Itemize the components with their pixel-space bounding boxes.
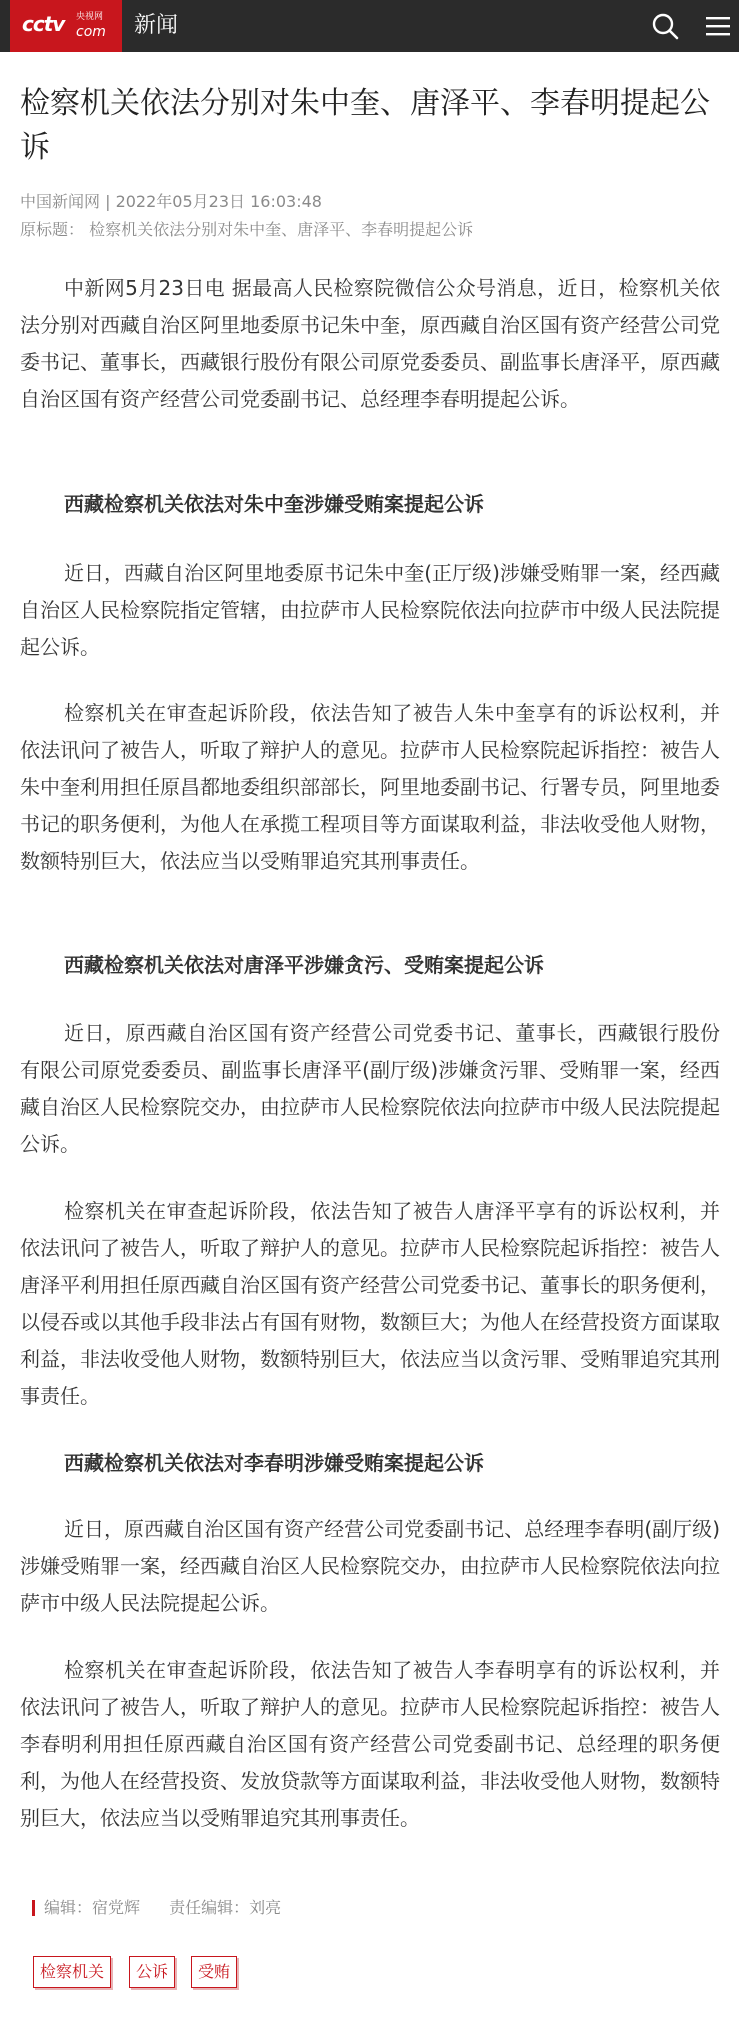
editor-credits	[44, 1895, 305, 1921]
section-heading-3: 西藏检察机关依法对李春明涉嫌受贿案提起公诉	[64, 1451, 484, 1475]
article-paragraph-7: 检察机关在审查起诉阶段，依法告知了被告人李春明享有的诉讼权利，并依法讯问了被告人，听取了辩护人的意见。拉萨市人民检察院起诉指控：被告人李春明利用担任原西藏自治区国有资产经营公司党委副书记、总经理的职务便利，为他人在经营投资、发放贷款等方面谋取利益，非法收受他人财物，数额特别巨大，依法应当以受贿罪追究其刑事责任。	[20, 1658, 720, 1830]
article-paragraph-1: 中新网5月23日电 据最高人民检察院微信公众号消息，近日，检察机关依法分别对西藏自治区阿里地委原书记朱中奎，原西藏自治区国有资产经营公司党委书记、董事长，西藏银行股份有限公司原党委委员、副监事长唐泽平，原西藏自治区国有资产经营公司党委副书记、总经理李春明提起公诉。	[20, 276, 720, 411]
article-paragraph-2: 近日，西藏自治区阿里地委原书记朱中奎(正厅级)涉嫌受贿罪一案，经西藏自治区人民检察院指定管辖，由拉萨市人民检察院依法向拉萨市中级人民法院提起公诉。	[20, 561, 720, 659]
menu-icon[interactable]	[704, 12, 732, 40]
article-paragraph-4: 近日，原西藏自治区国有资产经营公司党委书记、董事长，西藏银行股份有限公司原党委委员、副监事长唐泽平(副厅级)涉嫌贪污罪、受贿罪一案，经西藏自治区人民检察院交办，由拉萨市人民检察院依法向拉萨市中级人民法院提起公诉。	[20, 1021, 720, 1156]
logo-main-text: cctv	[22, 12, 65, 36]
original-title: 原标题： 检察机关依法分别对朱中奎、唐泽平、李春明提起公诉	[20, 220, 474, 239]
editor-accent-bar	[32, 1900, 35, 1916]
article-paragraph-5: 检察机关在审查起诉阶段，依法告知了被告人唐泽平享有的诉讼权利，并依法讯问了被告人，听取了辩护人的意见。拉萨市人民检察院起诉指控：被告人唐泽平利用担任原西藏自治区国有资产经营公司党委书记、董事长的职务便利，以侵吞或以其他手段非法占有国有财物，数额巨大；为他人在经营投资方面谋取利益，非法收受他人财物，数额特别巨大，依法应当以贪污罪、受贿罪追究其刑事责任。	[20, 1199, 720, 1408]
article-paragraph-3: 检察机关在审查起诉阶段，依法告知了被告人朱中奎享有的诉讼权利，并依法讯问了被告人，听取了辩护人的意见。拉萨市人民检察院起诉指控：被告人朱中奎利用担任原昌都地委组织部部长，阿里地委副书记、行署专员，阿里地委书记的职务便利，为他人在承揽工程项目等方面谋取利益，非法收受他人财物，数额特别巨大，依法应当以受贿罪追究其刑事责任。	[20, 701, 720, 873]
top-navigation-bar	[0, 0, 739, 52]
logo-sub-text: 央视网	[76, 12, 104, 22]
section-heading-2: 西藏检察机关依法对唐泽平涉嫌贪污、受贿案提起公诉	[64, 953, 544, 977]
article-title: 检察机关依法分别对朱中奎、唐泽平、李春明提起公诉	[20, 86, 710, 165]
article-paragraph-6: 近日，原西藏自治区国有资产经营公司党委副书记、总经理李春明(副厅级)涉嫌受贿罪一案，经西藏自治区人民检察院交办，由拉萨市人民检察院依法向拉萨市中级人民法院提起公诉。	[20, 1517, 720, 1615]
logo-com-text: com	[76, 24, 106, 40]
section-title[interactable]: 新闻	[134, 13, 179, 38]
cctv-logo[interactable]	[10, 0, 122, 52]
tag-prosecution[interactable]: 公诉	[129, 1956, 175, 1988]
search-icon[interactable]	[650, 11, 680, 41]
section-heading-1: 西藏检察机关依法对朱中奎涉嫌受贿案提起公诉	[64, 492, 484, 516]
tag-procuratorate[interactable]: 检察机关	[33, 1956, 111, 1988]
chief-editor-name: 责任编辑：刘亮	[169, 1898, 282, 1917]
tag-bribery[interactable]: 受贿	[191, 1956, 237, 1988]
editor-name: 编辑：宿党辉	[44, 1898, 141, 1917]
article-meta: 中国新闻网 | 2022年05月23日 16:03:48	[20, 192, 322, 211]
